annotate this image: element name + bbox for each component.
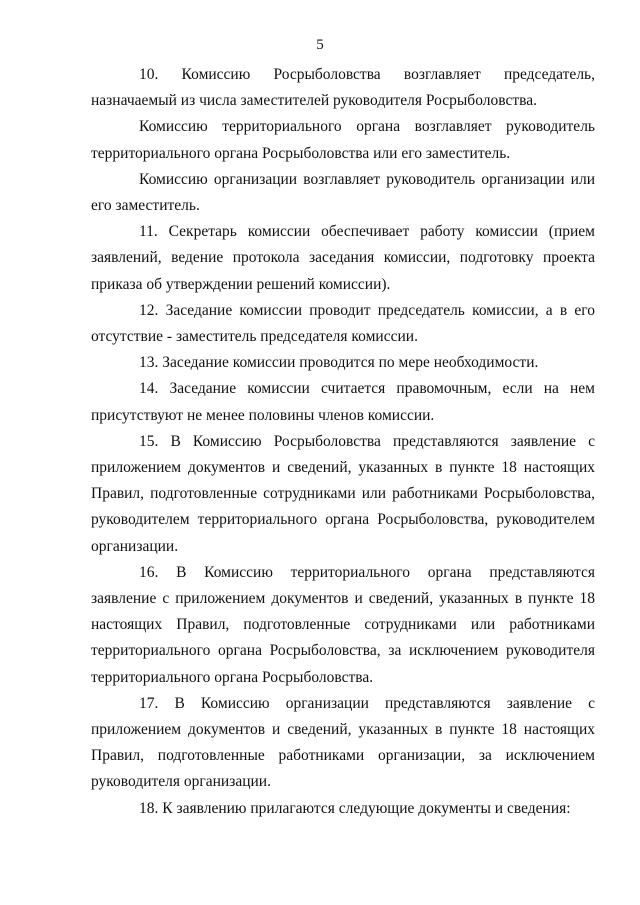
paragraph-18: 18. К заявлению прилагаются следующие документы и сведения: bbox=[139, 799, 571, 817]
page-number: 5 bbox=[316, 37, 324, 53]
paragraph-17: 17. В Комиссию организации представляются заявление с приложением документов и сведений, указанных в пункте 18 настоящих Правил, подготовленные работниками организации, за исключением руководителя организации. bbox=[91, 694, 595, 791]
paragraph-15: 15. В Комиссию Росрыболовства представляются заявление с приложением документов и сведений, указанных в пункте 18 настоящих Правил, подготовленные сотрудниками или работниками Росрыболовства, руководителем территориального органа Росрыболовства, руководителем организации. bbox=[91, 432, 595, 555]
paragraph-14: 14. Заседание комиссии считается правомочным, если на нем присутствуют не менее половины членов комиссии. bbox=[91, 380, 595, 424]
paragraph-13: 13. Заседание комиссии проводится по мере необходимости. bbox=[139, 354, 539, 372]
paragraph-12: 12. Заседание комиссии проводит председатель комиссии, а в его отсутствие - заместитель председателя комиссии. bbox=[91, 301, 595, 346]
paragraph-organization-commission-head: Комиссию организации возглавляет руководитель организации или его заместитель. bbox=[91, 170, 595, 215]
paragraph-10: 10. Комиссию Росрыболовства возглавляет председатель, назначаемый из числа заместителей руководителя Росрыболовства. bbox=[91, 66, 595, 110]
paragraph-11: 11. Секретарь комиссии обеспечивает работу комиссии (прием заявлений, ведение протокола заседания комиссии, подготовку проекта приказа об утверждении решений комиссии). bbox=[91, 223, 595, 293]
paragraph-territorial-commission-head: Комиссию территориального органа возглавляет руководитель территориального органа Росрыболовства или его заместитель. bbox=[91, 118, 595, 162]
document-body bbox=[91, 62, 595, 822]
paragraph-16: 16. В Комиссию территориального органа представляются заявление с приложением документов и сведений, указанных в пункте 18 настоящих Правил, подготовленные сотрудниками или работниками территориального органа Росрыболовства, за исключением руководителя территориального органа Росрыболовства. bbox=[91, 563, 595, 686]
